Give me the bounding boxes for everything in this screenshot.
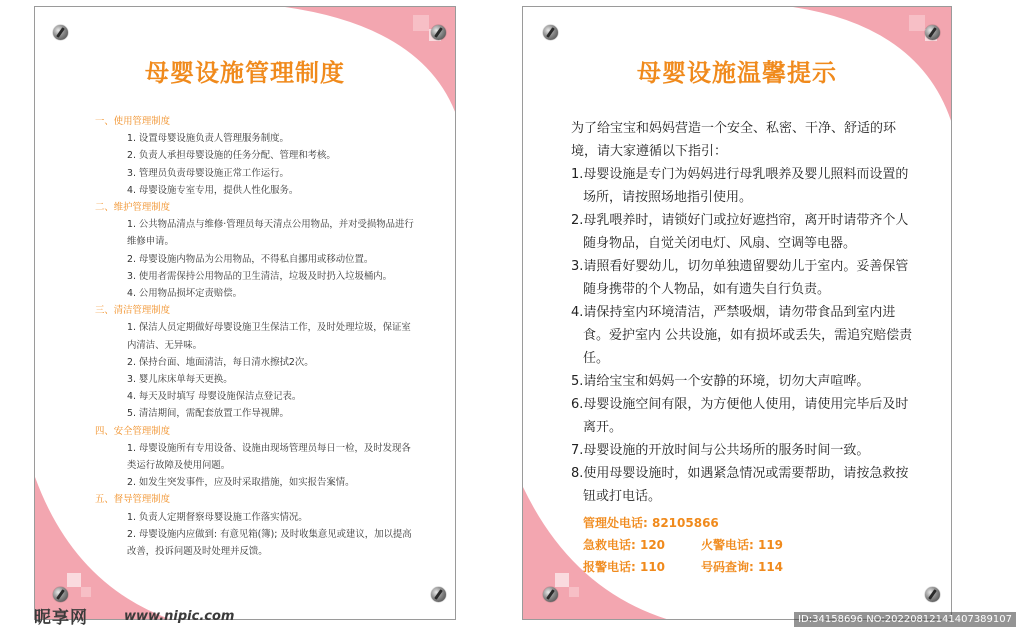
page-title: 母婴设施管理制度 [145, 59, 345, 87]
rule-item: 5. 清洁期间，需配套放置工作导视牌。 [127, 408, 289, 420]
screw-icon [431, 25, 446, 40]
rule-item: 1. 公共物品清点与维修·管理员每天清点公用物品，并对受损物品进行维修申请。 [127, 219, 414, 248]
screw-icon [53, 25, 68, 40]
watermark-url: www.nipic.com [124, 609, 235, 624]
screw-icon [543, 587, 558, 602]
directory-phone: 号码查询: 114 [701, 560, 784, 574]
fire-phone: 火警电话: 119 [701, 538, 784, 552]
tip-item: 6.母婴设施空间有限，为方便他人使用，请使用完毕后及时离开。 [571, 397, 909, 435]
page-title: 母婴设施温馨提示 [637, 59, 837, 87]
watermark-logo: 昵享网 [34, 608, 88, 628]
tip-item: 7.母婴设施的开放时间与公共场所的服务时间一致。 [571, 443, 870, 458]
rule-item: 1. 母婴设施所有专用设备、设施由现场管理员每日一检，及时发现各类运行故障及使用问题。 [127, 442, 411, 472]
section-heading: 四、安全管理制度 [95, 425, 171, 437]
rule-item: 3. 使用者需保持公用物品的卫生清洁，垃圾及时扔入垃圾桶内。 [127, 270, 393, 282]
rule-item: 4. 母婴设施专室专用，提供人性化服务。 [127, 184, 299, 196]
section-heading: 三、清洁管理制度 [95, 305, 171, 317]
rule-item: 2. 母婴设施内物品为公用物品，不得私自挪用或移动位置。 [127, 253, 374, 265]
image-id-label: ID:34158696 NO:20220812141407389107 [794, 612, 1016, 627]
rule-item: 2. 负责人承担母婴设施的任务分配、管理和考核。 [127, 150, 336, 162]
tip-item: 2.母乳喂养时，请锁好门或拉好遮挡帘，离开时请带齐个人随身物品，自觉关闭电灯、风扇、空调等电器。 [571, 213, 909, 251]
rule-item: 2. 母婴设施内应做到: 有意见箱(簿); 及时收集意见或建议，加以提高改善，投诉问题及时处理并反馈。 [127, 528, 412, 558]
tip-item: 5.请给宝宝和妈妈一个安静的环境，切勿大声喧哗。 [571, 374, 870, 389]
section-heading: 一、使用管理制度 [95, 116, 171, 127]
rule-item: 4. 每天及时填写 母婴设施保洁点登记表。 [127, 391, 302, 403]
tip-item: 8.使用母婴设施时，如遇紧急情况或需要帮助，请按急救按钮或打电话。 [571, 466, 909, 504]
screw-icon [543, 25, 558, 40]
rule-item: 1. 设置母婴设施负责人管理服务制度。 [127, 133, 289, 145]
police-phone: 报警电话: 110 [583, 560, 666, 574]
office-phone: 管理处电话: 82105866 [583, 516, 719, 530]
section-heading: 五、督导管理制度 [95, 494, 171, 506]
intro-text: 为了给宝宝和妈妈营造一个安全、私密、干净、舒适的环境，请大家遵循以下指引： [571, 121, 897, 159]
section-heading: 二、维护管理制度 [95, 202, 171, 214]
regulation-board [34, 6, 456, 620]
rule-item: 1. 保洁人员定期做好母婴设施卫生保洁工作，及时处理垃圾，保证室内清洁、无异味。 [127, 322, 411, 351]
rules-list [95, 113, 419, 560]
tip-item: 4.请保持室内环境清洁，严禁吸烟，请勿带食品到室内进食。爱护室内 公共设施，如有损坏或丢失，需追究赔偿责任。 [571, 305, 913, 366]
screw-icon [925, 25, 940, 40]
rule-item: 1. 负责人定期督察母婴设施工作落实情况。 [127, 511, 308, 523]
screw-icon [53, 587, 68, 602]
rule-item: 2. 保持台面、地面清洁，每日清水擦拭2次。 [127, 356, 314, 368]
tips-board [522, 6, 952, 620]
tip-item: 1.母婴设施是专门为妈妈进行母乳喂养及婴儿照料而设置的场所，请按照场地指引使用。 [571, 167, 909, 205]
tips-list [571, 117, 915, 578]
rule-item: 3. 管理员负责母婴设施正常工作运行。 [127, 167, 289, 179]
rule-item: 4. 公用物品损坏定责赔偿。 [127, 288, 243, 300]
rule-item: 2. 如发生突发事件，应及时采取措施，如实报告案情。 [127, 477, 355, 489]
emergency-phone: 急救电话: 120 [583, 538, 666, 552]
contact-phones [571, 512, 915, 578]
rule-item: 3. 婴儿床床单每天更换。 [127, 374, 233, 386]
screw-icon [925, 587, 940, 602]
tip-item: 3.请照看好婴幼儿，切勿单独遗留婴幼儿于室内。妥善保管随身携带的个人物品，如有遗失自行负责。 [571, 259, 909, 297]
screw-icon [431, 587, 446, 602]
